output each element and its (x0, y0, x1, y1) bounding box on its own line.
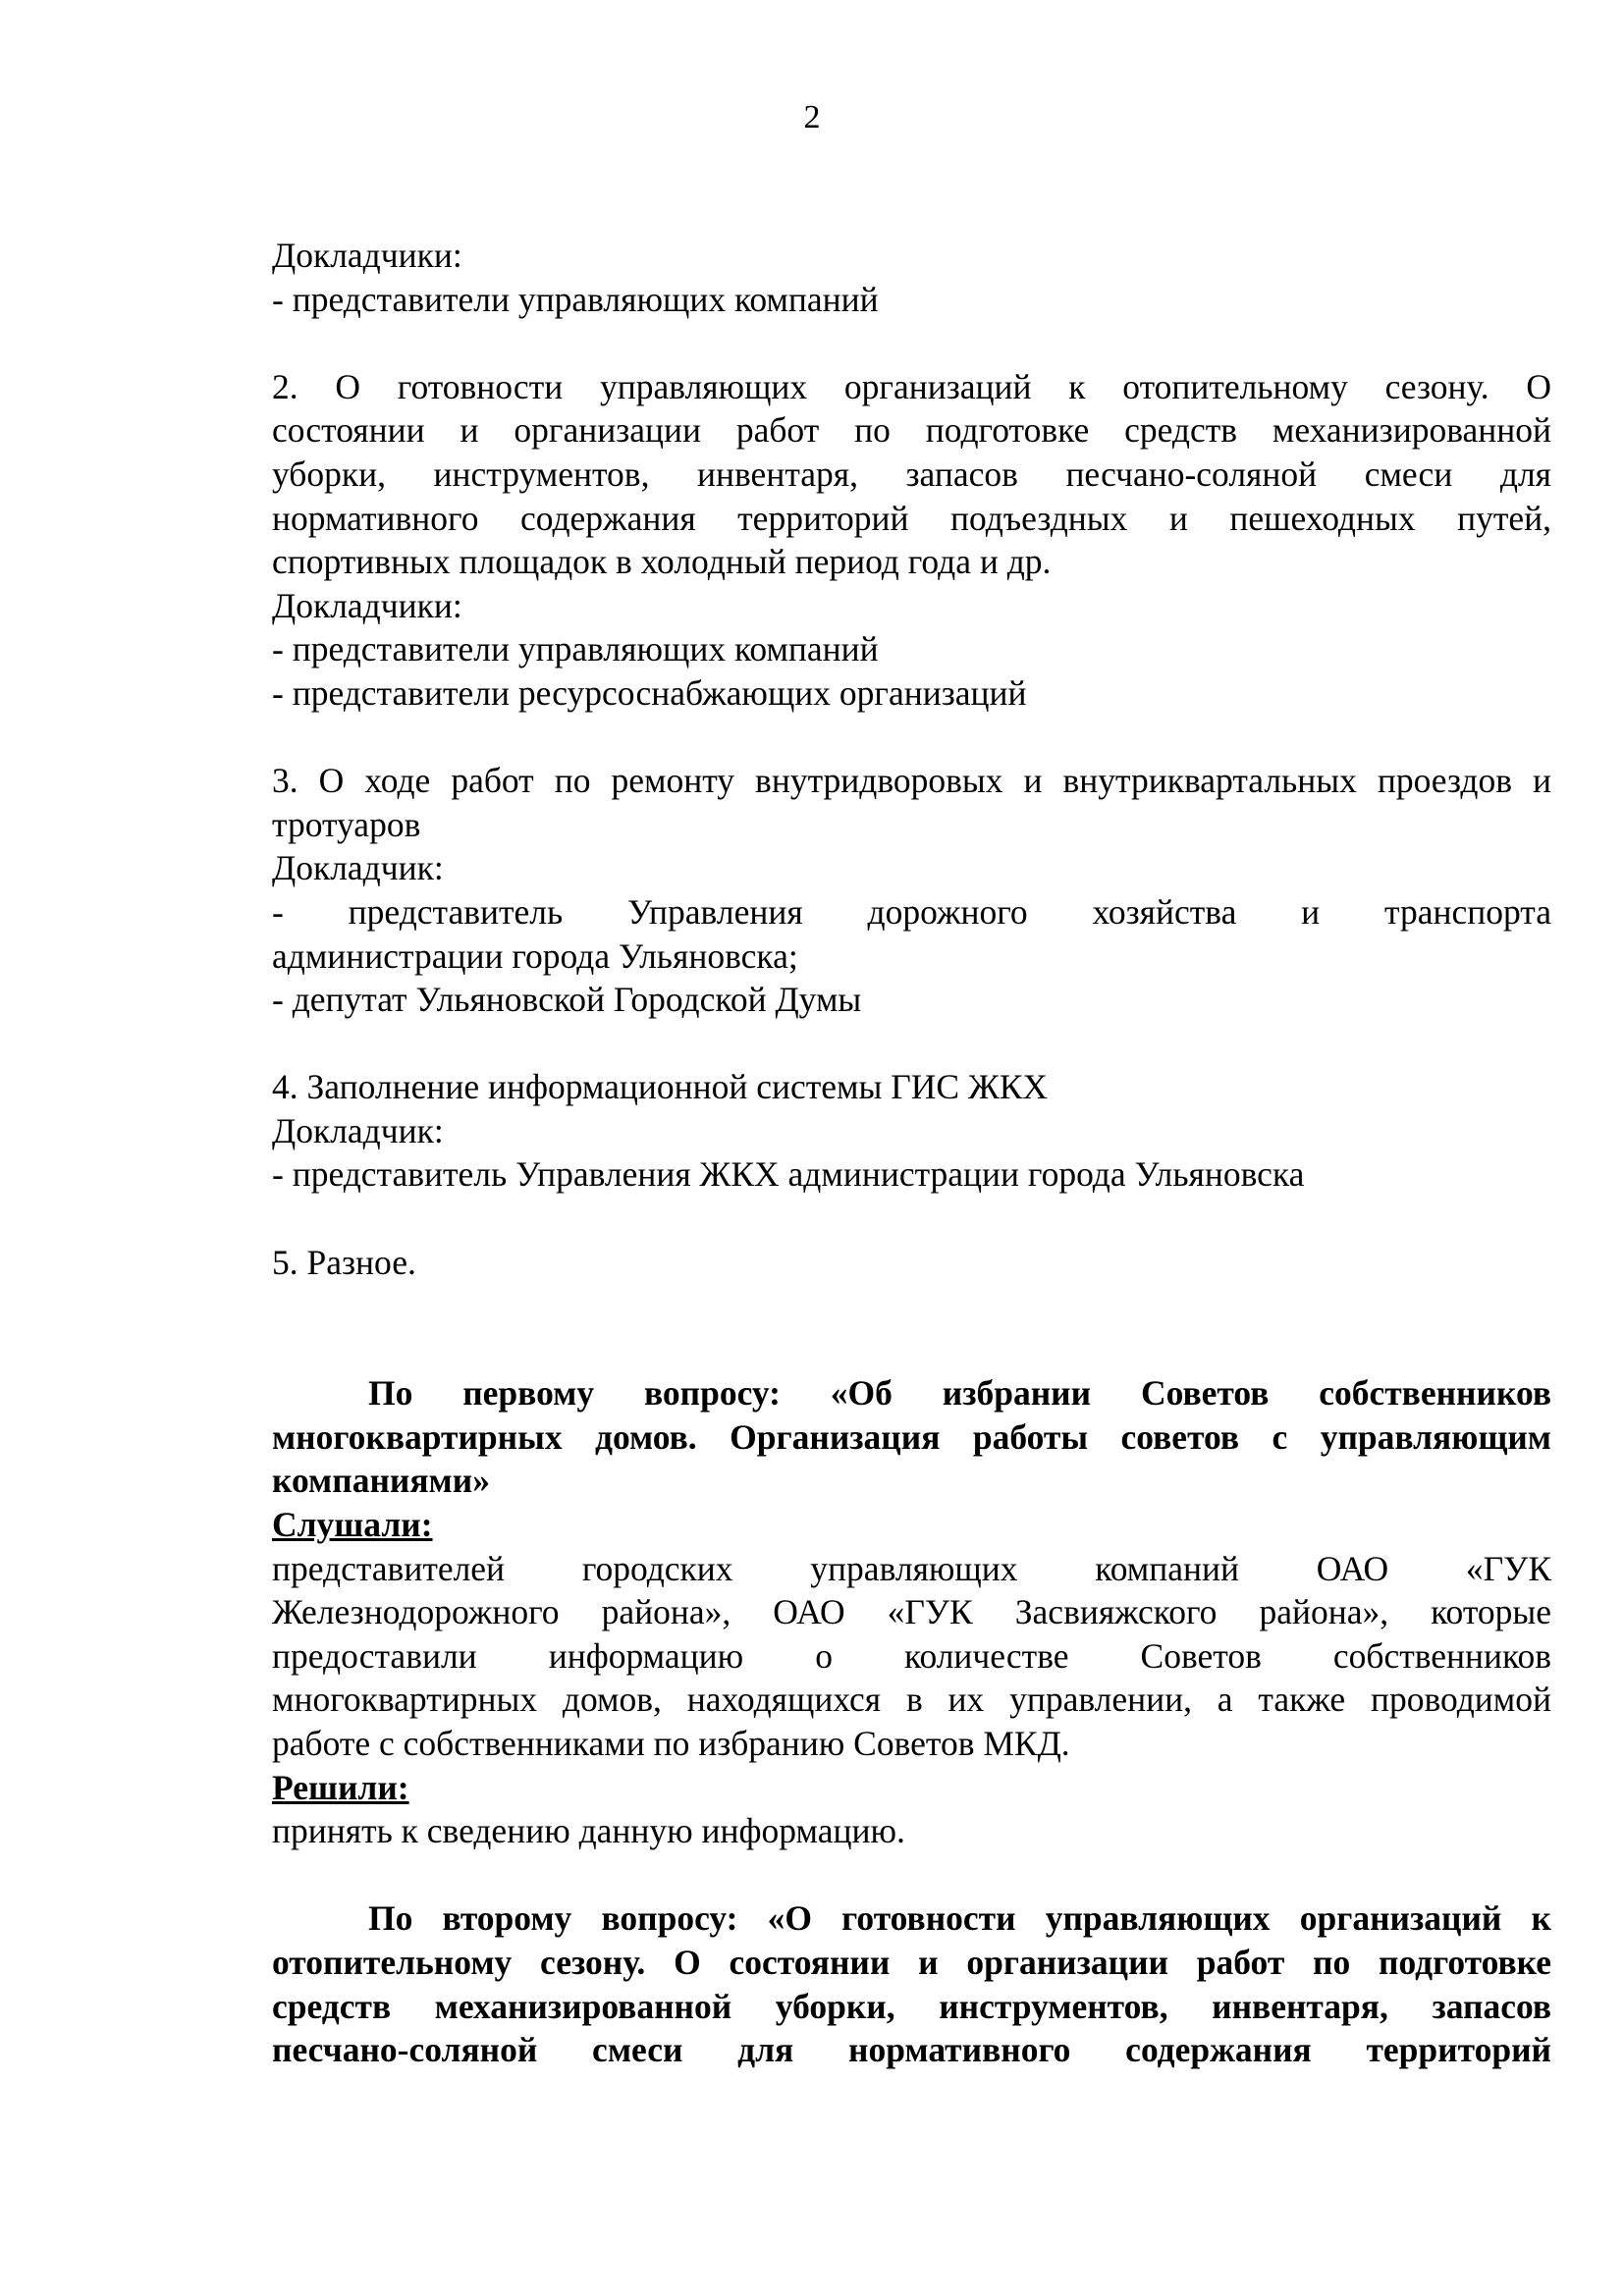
agenda-item-2-line: нормативного содержания территорий подъездных и пешеходных путей, (272, 498, 1551, 538)
speaker-line: - депутат Ульяновской Городской Думы (272, 980, 862, 1020)
heard-line: работе с собственниками по избранию Советов МКД. (272, 1724, 1070, 1763)
page-number: 2 (803, 99, 821, 135)
question-2-title-line: средств механизированной уборки, инструментов, инвентаря, запасов (272, 1986, 1551, 2026)
speaker-line: - представители управляющих компаний (272, 629, 879, 669)
question-2-title-line: По второму вопросу: «О готовности управляющих организаций к (368, 1898, 1551, 1939)
agenda-item-3-line: тротуаров (272, 804, 421, 844)
speaker-line: - представители управляющих компаний (272, 279, 879, 319)
speaker-line: - представитель Управления дорожного хозяйства и транспорта (272, 891, 1551, 932)
agenda-item-3-line: 3. О ходе работ по ремонту внутридворовых и внутриквартальных проездов и (272, 761, 1551, 801)
agenda-item-4-line: 4. Заполнение информационной системы ГИС ЖКХ (272, 1067, 1049, 1107)
agenda-item-2-line: спортивных площадок в холодный период года и др. (272, 542, 1052, 582)
question-1-title-line: многоквартирных домов. Организация работы советов с управляющим (272, 1416, 1551, 1457)
question-2-title-line: отопительному сезону. О состоянии и организации работ по подготовке (272, 1942, 1551, 1982)
heard-line: предоставили информацию о количестве Советов собственников (272, 1635, 1551, 1676)
heard-line: многоквартирных домов, находящихся в их управлении, а также проводимой (272, 1680, 1551, 1720)
question-1-title-line: По первому вопросу: «Об избрании Советов собственников (368, 1373, 1551, 1414)
agenda-item-2-line: состоянии и организации работ по подготовке средств механизированной (272, 410, 1551, 451)
speakers-label: Докладчики: (272, 585, 462, 625)
speakers-label: Докладчики: (272, 236, 462, 275)
agenda-item-2-line: 2. О готовности управляющих организаций к отопительному сезону. О (272, 366, 1551, 406)
speaker-line: - представитель Управления ЖКХ администрации города Ульяновска (272, 1154, 1305, 1195)
heard-label: Слушали: (272, 1505, 433, 1545)
speaker-line: администрации города Ульяновска; (272, 935, 798, 976)
speakers-label: Докладчик: (272, 1110, 444, 1150)
heard-line: представителей городских управляющих компаний ОАО «ГУК (272, 1548, 1551, 1588)
question-1-title-line: компаниями» (272, 1461, 490, 1501)
agenda-item-2-line: уборки, инструментов, инвентаря, запасов песчано-соляной смеси для (272, 454, 1551, 494)
document-body (272, 234, 1551, 2072)
heard-line: Железнодорожного района», ОАО «ГУК Засвияжского района», которые (272, 1592, 1551, 1632)
speakers-label: Докладчик: (272, 848, 444, 888)
speaker-line: - представители ресурсоснабжающих организаций (272, 672, 1027, 713)
question-2-title-line: песчано-соляной смеси для нормативного содержания территорий (272, 2030, 1551, 2070)
decided-line: принять к сведению данную информацию. (272, 1811, 905, 1851)
decided-label: Решили: (272, 1767, 409, 1807)
agenda-item-5-line: 5. Разное. (272, 1242, 416, 1282)
